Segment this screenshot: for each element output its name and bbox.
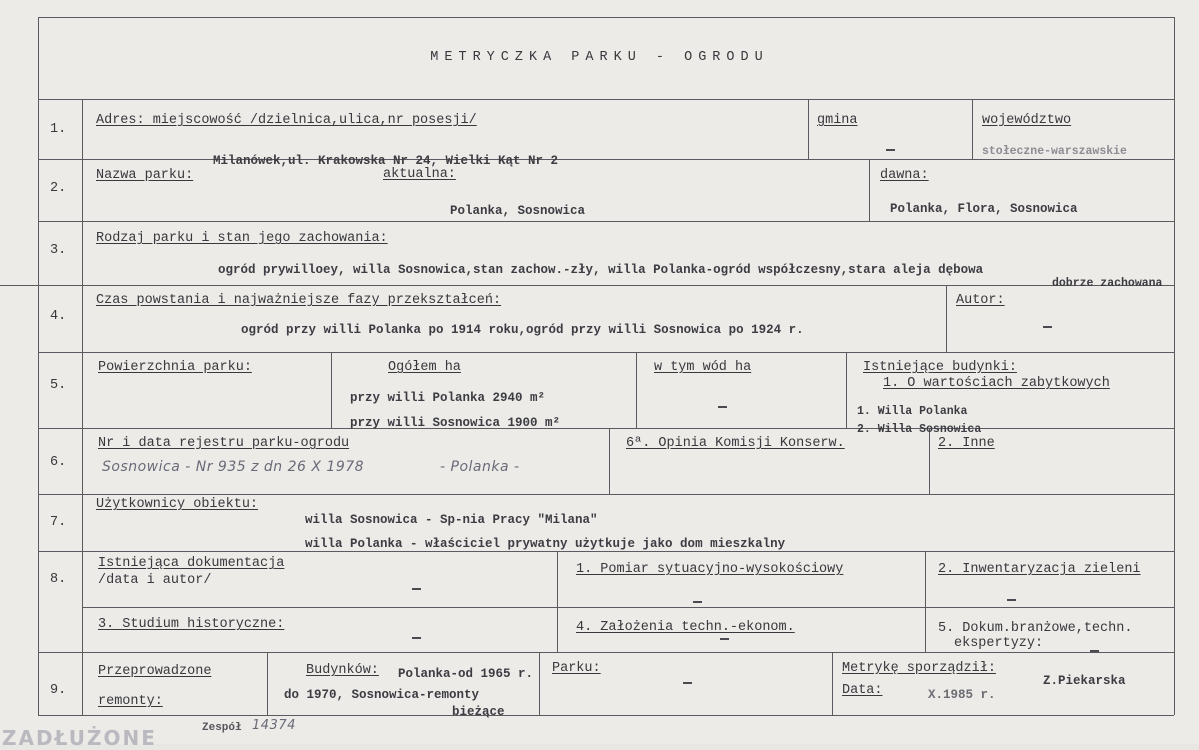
documentation-sublabel: /data i autor/ (98, 573, 212, 588)
wojewodztwo-value: stołeczne-warszawskie (982, 145, 1127, 158)
building-2: 2. Willa Sosnowica (857, 423, 982, 436)
autor-label: Autor: (956, 293, 1005, 308)
frame-bottom (38, 715, 1174, 716)
wojewodztwo-label: województwo (982, 113, 1072, 128)
creation-time-label: Czas powstania i najważniejsze fazy przekształceń: (96, 293, 502, 308)
frame-right (1174, 17, 1175, 715)
frame-left (38, 17, 39, 715)
monuments-label: 1. O wartościach zabytkowych (883, 376, 1110, 391)
survey-empty-dash (693, 601, 702, 603)
date-value: X.1985 r. (928, 688, 996, 702)
repairs-sublabel: remonty: (98, 694, 163, 709)
total-ha-value-2: przy willi Sosnowica 1900 m² (350, 416, 561, 430)
row7-top (38, 494, 1174, 495)
park-repair-empty-dash (683, 682, 692, 684)
tech-econ-empty-dash (720, 638, 729, 640)
building-1: 1. Willa Polanka (857, 405, 968, 418)
total-ha-value-1: przy willi Polanka 2940 m² (350, 391, 546, 405)
row8-top (38, 551, 1174, 552)
buildings-repair-label: Budynków: (306, 663, 379, 678)
row-number-7: 7. (50, 515, 67, 530)
frame-top (38, 17, 1174, 18)
r1-col-gmina (808, 99, 809, 159)
survey-label: 1. Pomiar sytuacyjno-wysokościowy (576, 562, 844, 577)
zespol-value: 14374 (252, 718, 296, 733)
row1-top (38, 99, 1174, 100)
users-label: Użytkownicy obiektu: (96, 497, 259, 512)
r5-col-budynki (846, 352, 847, 428)
zespol-label: Zespół (202, 722, 242, 734)
row-number-1: 1. (50, 122, 67, 137)
greenery-inventory-label: 2. Inwentaryzacja zieleni (938, 562, 1141, 577)
row-number-5: 5. (50, 378, 67, 393)
area-label: Powierzchnia parku: (98, 360, 252, 375)
dawna-value: Polanka, Flora, Sosnowica (890, 202, 1078, 216)
address-value: Milanówek,ul. Krakowska Nr 24, Wielki Kąt Nr 2 (213, 154, 559, 168)
creation-time-value: ogród przy willi Polanka po 1914 roku,ogród przy willi Sosnowica po 1924 r. (241, 323, 804, 337)
date-label: Data: (842, 683, 883, 698)
total-ha-label: Ogółem ha (388, 360, 461, 375)
opinion-label: 6ª. Opinia Komisji Konserw. (626, 436, 845, 451)
registry-value-2: - Polanka - (440, 459, 520, 475)
row8-mid (82, 607, 1174, 608)
row-number-8: 8. (50, 572, 67, 587)
r9-col-budynkow (267, 652, 268, 715)
park-type-value: ogród prywilloey, willa Sosnowica,stan zachow.-zły, willa Polanka-ogród współczesny,stara aleja dębowa (218, 263, 984, 277)
row2-top (38, 159, 1174, 160)
row-number-9: 9. (50, 683, 67, 698)
r9-col-parku (539, 652, 540, 715)
history-study-label: 3. Studium historyczne: (98, 617, 285, 632)
row3-top (38, 221, 1174, 222)
gmina-empty-dash (886, 149, 895, 151)
registry-value: Sosnowica - Nr 935 z dn 26 X 1978 (102, 459, 365, 475)
number-column (82, 99, 83, 715)
branch-docs-label: 5. Dokum.branżowe,techn. (938, 621, 1133, 636)
zadluzone-stamp: ZADŁUŻONE (2, 726, 157, 750)
registry-label: Nr i data rejestru parku-ogrodu (98, 436, 350, 451)
park-repair-label: Parku: (552, 661, 601, 676)
history-empty-dash (412, 637, 421, 639)
park-type-label: Rodzaj parku i stan jego zachowania: (96, 231, 388, 246)
greenery-empty-dash (1007, 599, 1016, 601)
r9-col-metryke (832, 652, 833, 715)
row9-top (38, 652, 1174, 653)
buildings-repair-value-1: Polanka-od 1965 r. (398, 667, 534, 681)
autor-empty-dash (1043, 326, 1052, 328)
aktualna-label: aktualna: (383, 167, 456, 182)
record-author-value: Z.Piekarska (1043, 674, 1126, 688)
r5-col-ogolem (331, 352, 332, 428)
buildings-repair-value-3: bieżące (452, 705, 505, 719)
row-number-6: 6. (50, 455, 67, 470)
park-type-value-2: dobrze zachowana (1052, 277, 1163, 290)
expertise-label: ekspertyzy: (954, 636, 1044, 651)
r8-col-pomiar (557, 551, 558, 652)
row6-top (38, 428, 1174, 429)
record-author-label: Metrykę sporządził: (842, 661, 996, 676)
row5-top (38, 352, 1174, 353)
buildings-repair-value-2: do 1970, Sosnowica-remonty (284, 688, 480, 702)
r2-col-dawna (869, 159, 870, 221)
buildings-label: Istniejące budynki: (863, 360, 1017, 375)
documentation-label: Istniejąca dokumentacja (98, 556, 285, 571)
users-value-1: willa Sosnowica - Sp-nia Pracy "Milana" (305, 513, 598, 527)
r1-col-woj (972, 99, 973, 159)
r5-col-wod (636, 352, 637, 428)
record-author-dash (1090, 650, 1099, 652)
park-name-label: Nazwa parku: (96, 168, 194, 183)
aktualna-value: Polanka, Sosnowica (450, 204, 586, 218)
r4-col-autor (946, 285, 947, 352)
other-label: 2. Inne (938, 436, 995, 451)
r6-col-opinia (609, 428, 610, 494)
tech-econ-label: 4. Założenia techn.-ekonom. (576, 620, 795, 635)
r8-col-inwent (925, 551, 926, 652)
repairs-label: Przeprowadzone (98, 664, 212, 679)
row-number-3: 3. (50, 243, 67, 258)
row-number-4: 4. (50, 309, 67, 324)
dawna-label: dawna: (880, 168, 929, 183)
r6-col-inne (929, 428, 930, 494)
documentation-empty-dash (412, 588, 421, 590)
gmina-label: gmina (817, 113, 858, 128)
users-value-2: willa Polanka - właściciel prywatny użytkuje jako dom mieszkalny (305, 537, 786, 551)
water-empty-dash (718, 406, 727, 408)
row4-top (0, 285, 1174, 286)
row-number-2: 2. (50, 181, 67, 196)
water-ha-label: w tym wód ha (654, 360, 752, 375)
address-label: Adres: miejscowość /dzielnica,ulica,nr posesji/ (96, 113, 477, 128)
card-title: METRYCZKA PARKU - OGRODU (430, 50, 769, 65)
